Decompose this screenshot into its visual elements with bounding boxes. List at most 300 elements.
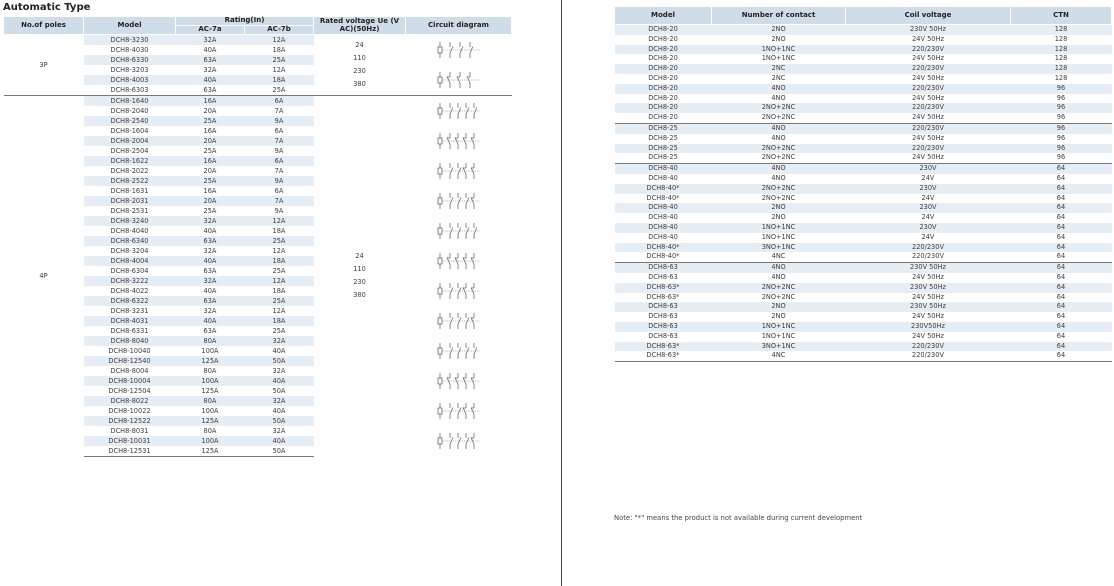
model-cell: DCH8-12531	[84, 446, 176, 457]
model-cell: DCH8-12540	[84, 356, 176, 366]
coil-voltage-cell: 220/230V	[846, 84, 1011, 94]
ctn-cell: 96	[1056, 133, 1066, 142]
header-model: Model	[84, 17, 176, 35]
coil-voltage-cell: 230V	[846, 164, 1011, 174]
table-row	[615, 223, 1112, 233]
model-cell: DCH8-20	[615, 25, 712, 35]
circuit-diagram-icon	[406, 430, 512, 452]
ac7b-cell: 9A	[274, 207, 284, 215]
coil-voltage-cell: 220/230V	[846, 342, 1011, 352]
model-cell: DCH8-20	[615, 45, 712, 55]
contacts-cell: 2NO+2NC	[761, 193, 796, 202]
table-row	[615, 332, 1112, 342]
ctn-cell: 128	[1011, 64, 1112, 74]
model-cell: DCH8-12504	[108, 387, 151, 395]
contacts-cell: 4NO	[712, 164, 846, 174]
contacts-cell: 3NO+1NC	[712, 243, 846, 253]
coil-voltage-cell: 230V 50Hz	[846, 25, 1011, 35]
coil-voltage-cell: 230V	[846, 184, 1011, 194]
table-row	[615, 233, 1112, 243]
model-cell: DCH8-2522	[84, 176, 176, 186]
contacts-cell: 2NC	[712, 64, 846, 74]
table-row	[615, 144, 1112, 154]
poles-cell: 4P	[4, 96, 84, 457]
ac7a-cell: 16A	[203, 187, 217, 195]
ctn-cell: 96	[1011, 144, 1112, 154]
circuit-diagram-cell	[406, 216, 512, 246]
header-coil-voltage: Coil voltage	[846, 7, 1011, 25]
model-cell: DCH8-20	[615, 103, 712, 113]
contacts-cell: 2NO	[771, 312, 786, 321]
circuit-diagram-cell	[406, 306, 512, 336]
model-cell: DCH8-3203	[110, 66, 149, 74]
model-cell: DCH8-63*	[615, 351, 712, 361]
ac7b-cell: 12A	[245, 216, 314, 226]
model-cell: DCH8-8031	[110, 427, 149, 435]
table-row	[615, 243, 1112, 253]
ac7b-cell: 50A	[245, 446, 314, 457]
contacts-cell: 1NO+1NC	[712, 322, 846, 332]
model-cell: DCH8-6303	[110, 86, 149, 94]
model-cell: DCH8-40*	[646, 252, 680, 261]
header-ac7b: AC-7b	[245, 26, 314, 35]
ac7a-cell: 32A	[176, 216, 245, 226]
coil-voltage-cell: 24V 50Hz	[912, 93, 944, 102]
ac7a-cell: 63A	[176, 296, 245, 306]
ac7b-cell: 12A	[272, 247, 286, 255]
table-row	[615, 273, 1112, 283]
coil-voltage-cell: 220/230V	[846, 243, 1011, 253]
table-row	[4, 35, 512, 46]
circuit-diagram-icon	[406, 160, 512, 182]
ac7a-cell: 32A	[176, 276, 245, 286]
ac7a-cell: 32A	[176, 35, 245, 46]
ctn-cell: 96	[1056, 153, 1066, 162]
ctn-cell: 64	[1011, 302, 1112, 312]
ac7a-cell: 100A	[201, 347, 219, 355]
model-cell: DCH8-25	[615, 123, 712, 133]
model-cell: DCH8-40	[615, 164, 712, 174]
model-cell: DCH8-25	[648, 153, 678, 162]
ac7a-cell: 63A	[203, 86, 217, 94]
ac7b-cell: 25A	[272, 86, 286, 94]
ctn-cell: 96	[1011, 123, 1112, 133]
ac7a-cell: 63A	[203, 267, 217, 275]
ctn-cell: 64	[1056, 193, 1066, 202]
circuit-diagram-cell	[406, 336, 512, 366]
ctn-cell: 64	[1056, 213, 1066, 222]
coil-voltage-cell: 24V 50Hz	[912, 312, 944, 321]
contacts-cell: 4NC	[712, 351, 846, 361]
ac7a-cell: 32A	[203, 307, 217, 315]
ctn-cell: 96	[1011, 84, 1112, 94]
model-cell: DCH8-4003	[84, 75, 176, 85]
model-cell: DCH8-6340	[84, 236, 176, 246]
model-cell: DCH8-3204	[110, 247, 149, 255]
coil-voltage-cell: 24V 50Hz	[912, 272, 944, 281]
model-cell: DCH8-63	[648, 331, 678, 340]
ac7a-cell: 80A	[176, 336, 245, 346]
coil-voltage-cell: 220/230V	[846, 103, 1011, 113]
ac7a-cell: 25A	[176, 176, 245, 186]
table-row	[615, 283, 1112, 293]
circuit-diagram-cell	[406, 186, 512, 216]
model-cell: DCH8-12522	[84, 416, 176, 426]
circuit-diagram-cell	[406, 246, 512, 276]
model-cell: DCH8-40*	[615, 243, 712, 253]
contacts-cell: 2NO	[771, 213, 786, 222]
ac7b-cell: 18A	[272, 287, 286, 295]
model-cell: DCH8-63	[615, 302, 712, 312]
contacts-cell: 2NO+2NC	[761, 153, 796, 162]
circuit-diagram-icon	[406, 130, 512, 152]
coil-voltage-cell: 230V	[846, 223, 1011, 233]
ctn-cell: 128	[1011, 25, 1112, 35]
table-row	[615, 312, 1112, 322]
model-cell: DCH8-3222	[84, 276, 176, 286]
contacts-cell: 4NO	[771, 173, 786, 182]
coil-voltage-cell: 220/230V	[912, 252, 944, 261]
circuit-diagram-cell	[406, 396, 512, 426]
coil-voltage-cell: 220/230V	[846, 144, 1011, 154]
ac7b-cell: 25A	[245, 55, 314, 65]
contacts-cell: 4NO	[712, 84, 846, 94]
contacts-cell: 4NO	[771, 133, 786, 142]
ctn-cell: 64	[1056, 232, 1066, 241]
ac7a-cell: 20A	[176, 136, 245, 146]
model-cell: DCH8-1640	[84, 96, 176, 107]
circuit-diagram-cell	[406, 276, 512, 306]
ac7b-cell: 25A	[245, 236, 314, 246]
model-cell: DCH8-20	[648, 34, 678, 43]
ac7a-cell: 40A	[203, 287, 217, 295]
ac7b-cell: 40A	[272, 407, 286, 415]
model-cell: DCH8-20	[648, 93, 678, 102]
table-row	[615, 302, 1112, 312]
table-row	[615, 35, 1112, 45]
ctn-cell: 64	[1056, 331, 1066, 340]
circuit-diagram-icon	[406, 370, 512, 392]
ac7a-cell: 100A	[176, 376, 245, 386]
model-cell: DCH8-40*	[615, 184, 712, 194]
ac7b-cell: 25A	[272, 267, 286, 275]
model-cell: DCH8-63*	[615, 283, 712, 293]
contacts-cell: 3NO+1NC	[712, 342, 846, 352]
model-cell: DCH8-3240	[84, 216, 176, 226]
model-cell: DCH8-1622	[84, 156, 176, 166]
ctn-cell: 96	[1056, 93, 1066, 102]
ac7b-cell: 25A	[245, 296, 314, 306]
model-cell: DCH8-40	[648, 232, 678, 241]
ac7b-cell: 12A	[245, 35, 314, 46]
ctn-cell: 64	[1011, 203, 1112, 213]
model-cell: DCH8-40	[648, 213, 678, 222]
table-row	[615, 94, 1112, 104]
rated-voltage-cell: 24 110 230 380	[314, 96, 406, 457]
contacts-cell: 2NO+2NC	[712, 144, 846, 154]
ac7b-cell: 6A	[274, 127, 284, 135]
coil-voltage-cell: 230V 50Hz	[846, 302, 1011, 312]
ac7a-cell: 16A	[176, 156, 245, 166]
table-row	[615, 64, 1112, 74]
table-row	[615, 252, 1112, 262]
ac7a-cell: 40A	[176, 256, 245, 266]
model-cell: DCH8-63	[615, 322, 712, 332]
ac7a-cell: 25A	[176, 116, 245, 126]
ac7a-cell: 125A	[201, 387, 219, 395]
model-cell: DCH8-20	[648, 54, 678, 63]
model-cell: DCH8-3230	[84, 35, 176, 46]
model-cell: DCH8-10031	[84, 436, 176, 446]
model-cell: DCH8-6322	[84, 296, 176, 306]
poles-cell: 3P	[4, 35, 84, 96]
ac7a-cell: 40A	[176, 75, 245, 85]
ac7b-cell: 18A	[245, 316, 314, 326]
ac7b-cell: 25A	[272, 327, 286, 335]
header-rated-voltage: Rated voltage Ue (V AC)(50Hz)	[314, 17, 406, 35]
model-cell: DCH8-25	[648, 133, 678, 142]
ac7b-cell: 6A	[245, 156, 314, 166]
model-cell: DCH8-2031	[84, 196, 176, 206]
ac7b-cell: 9A	[245, 176, 314, 186]
ac7b-cell: 18A	[272, 46, 286, 54]
coil-voltage-cell: 24V	[921, 173, 935, 182]
automatic-type-table	[3, 16, 512, 457]
ac7a-cell: 20A	[176, 196, 245, 206]
rated-voltage-cell: 24 110 230 380	[314, 35, 406, 96]
ctn-cell: 64	[1011, 164, 1112, 174]
ctn-cell: 64	[1056, 312, 1066, 321]
ac7b-cell: 7A	[274, 107, 284, 115]
circuit-diagram-icon	[406, 310, 512, 332]
table-row	[615, 184, 1112, 194]
ac7b-cell: 9A	[274, 147, 284, 155]
ac7b-cell: 40A	[245, 436, 314, 446]
ctn-cell: 64	[1056, 173, 1066, 182]
circuit-diagram-icon	[406, 340, 512, 362]
ac7a-cell: 125A	[176, 416, 245, 426]
ac7a-cell: 40A	[203, 46, 217, 54]
model-cell: DCH8-2022	[110, 167, 149, 175]
model-cell: DCH8-40*	[646, 193, 680, 202]
ac7a-cell: 100A	[201, 407, 219, 415]
model-cell: DCH8-10040	[108, 347, 151, 355]
header-circuit-diagram: Circuit diagram	[406, 17, 512, 35]
ac7a-cell: 32A	[203, 66, 217, 74]
ac7b-cell: 12A	[272, 307, 286, 315]
contacts-cell: 4NO	[771, 272, 786, 281]
ac7b-cell: 6A	[274, 187, 284, 195]
ac7a-cell: 40A	[176, 316, 245, 326]
ctn-cell: 64	[1011, 351, 1112, 361]
header-number-of-contact: Number of contact	[712, 7, 846, 25]
ctn-cell: 64	[1011, 263, 1112, 273]
circuit-diagram-icon	[406, 190, 512, 212]
contacts-cell: 4NC	[771, 252, 786, 261]
page-divider	[561, 0, 562, 586]
ac7b-cell: 18A	[272, 227, 286, 235]
contacts-cell: 1NO+1NC	[712, 223, 846, 233]
ac7a-cell: 63A	[176, 236, 245, 246]
model-cell: DCH8-8040	[84, 336, 176, 346]
model-cell: DCH8-63*	[615, 342, 712, 352]
table-row	[615, 134, 1112, 144]
table-row	[615, 213, 1112, 223]
table-row	[615, 123, 1112, 133]
model-cell: DCH8-8004	[110, 367, 149, 375]
ctn-cell: 64	[1011, 322, 1112, 332]
contactor-body	[615, 25, 1112, 362]
contacts-cell: 4NO	[771, 93, 786, 102]
coil-voltage-cell: 220/230V	[846, 64, 1011, 74]
ac7b-cell: 32A	[272, 427, 286, 435]
model-cell: DCH8-25	[615, 144, 712, 154]
automatic-type-body	[4, 35, 512, 457]
model-cell: DCH8-1604	[110, 127, 149, 135]
header-model: Model	[615, 7, 712, 25]
ac7a-cell: 20A	[203, 167, 217, 175]
ctn-cell: 64	[1056, 272, 1066, 281]
circuit-diagram-cell	[406, 65, 512, 96]
table-row	[615, 351, 1112, 361]
table-row	[615, 153, 1112, 163]
model-cell: DCH8-2040	[110, 107, 149, 115]
model-cell: DCH8-20	[648, 73, 678, 82]
ac7a-cell: 25A	[203, 207, 217, 215]
model-cell: DCH8-40	[648, 173, 678, 182]
model-cell: DCH8-6330	[84, 55, 176, 65]
model-cell: DCH8-4030	[110, 46, 149, 54]
table-row	[4, 96, 512, 107]
ac7b-cell: 40A	[245, 376, 314, 386]
table-row	[615, 203, 1112, 213]
circuit-diagram-icon	[406, 400, 512, 422]
model-cell: DCH8-2540	[84, 116, 176, 126]
ac7a-cell: 20A	[203, 107, 217, 115]
model-cell: DCH8-4040	[110, 227, 149, 235]
ac7b-cell: 32A	[272, 367, 286, 375]
coil-voltage-cell: 230V	[846, 203, 1011, 213]
coil-voltage-cell: 24V 50Hz	[912, 331, 944, 340]
ac7b-cell: 7A	[245, 136, 314, 146]
ac7b-cell: 18A	[245, 75, 314, 85]
coil-voltage-cell: 24V	[921, 213, 935, 222]
ctn-cell: 64	[1011, 243, 1112, 253]
table-row	[615, 322, 1112, 332]
circuit-diagram-cell	[406, 426, 512, 457]
ctn-cell: 64	[1056, 292, 1066, 301]
ac7b-cell: 9A	[245, 116, 314, 126]
coil-voltage-cell: 230V 50Hz	[846, 283, 1011, 293]
table-row	[615, 293, 1112, 303]
coil-voltage-cell: 230V50Hz	[846, 322, 1011, 332]
ctn-cell: 128	[1054, 73, 1068, 82]
table-row	[615, 263, 1112, 273]
ac7a-cell: 80A	[203, 427, 217, 435]
model-cell: DCH8-2004	[84, 136, 176, 146]
ac7a-cell: 125A	[176, 446, 245, 457]
model-cell: DCH8-4031	[84, 316, 176, 326]
ac7b-cell: 32A	[245, 396, 314, 406]
table-row	[615, 194, 1112, 204]
ctn-cell: 96	[1056, 113, 1066, 122]
coil-voltage-cell: 24V 50Hz	[912, 153, 944, 162]
model-cell: DCH8-8022	[84, 396, 176, 406]
circuit-diagram-cell	[406, 35, 512, 66]
model-cell: DCH8-6304	[110, 267, 149, 275]
ac7b-cell: 7A	[274, 167, 284, 175]
ctn-cell: 64	[1056, 252, 1066, 261]
table-row	[615, 164, 1112, 174]
model-cell: DCH8-2531	[110, 207, 149, 215]
circuit-diagram-icon	[406, 220, 512, 242]
contacts-cell: 2NO	[712, 203, 846, 213]
header-ac7a: AC-7a	[176, 26, 245, 35]
footnote: Note: "*" means the product is not available during current development	[614, 514, 863, 522]
coil-voltage-cell: 24V 50Hz	[912, 54, 944, 63]
header-poles: No.of poles	[4, 17, 84, 35]
model-cell: DCH8-20	[615, 64, 712, 74]
ac7a-cell: 80A	[203, 367, 217, 375]
contacts-cell: 2NC	[771, 73, 786, 82]
contacts-cell: 2NO+2NC	[712, 184, 846, 194]
model-cell: DCH8-6331	[110, 327, 149, 335]
ac7b-cell: 6A	[245, 96, 314, 107]
ctn-cell: 64	[1011, 223, 1112, 233]
contacts-cell: 1NO+1NC	[712, 45, 846, 55]
model-cell: DCH8-63	[615, 263, 712, 273]
table-row	[615, 74, 1112, 84]
circuit-diagram-icon	[406, 250, 512, 272]
ac7b-cell: 50A	[245, 416, 314, 426]
contacts-cell: 2NO+2NC	[712, 283, 846, 293]
circuit-diagram-icon	[406, 69, 512, 91]
contacts-cell: 1NO+1NC	[761, 54, 796, 63]
table-row	[615, 103, 1112, 113]
model-cell: DCH8-63*	[646, 292, 680, 301]
ac7b-cell: 18A	[245, 256, 314, 266]
ac7b-cell: 7A	[245, 196, 314, 206]
contacts-cell: 2NO	[712, 302, 846, 312]
circuit-diagram-icon	[406, 100, 512, 122]
coil-voltage-cell: 230V 50Hz	[846, 263, 1011, 273]
ctn-cell: 64	[1011, 342, 1112, 352]
coil-voltage-cell: 24V	[921, 193, 935, 202]
coil-voltage-cell: 24V	[921, 232, 935, 241]
circuit-diagram-cell	[406, 96, 512, 127]
model-cell: DCH8-10022	[108, 407, 151, 415]
circuit-diagram-icon	[406, 280, 512, 302]
ctn-cell: 64	[1011, 184, 1112, 194]
table-row	[615, 174, 1112, 184]
table-row	[615, 113, 1112, 123]
ac7b-cell: 50A	[272, 387, 286, 395]
model-cell: DCH8-40	[615, 203, 712, 213]
contacts-cell: 1NO+1NC	[761, 232, 796, 241]
ac7a-cell: 16A	[203, 127, 217, 135]
contacts-cell: 2NO+2NC	[712, 103, 846, 113]
ac7a-cell: 100A	[176, 436, 245, 446]
table-row	[615, 84, 1112, 94]
model-cell: DCH8-63	[648, 312, 678, 321]
coil-voltage-cell: 24V 50Hz	[912, 34, 944, 43]
coil-voltage-cell: 24V 50Hz	[912, 133, 944, 142]
coil-voltage-cell: 24V 50Hz	[912, 292, 944, 301]
model-cell: DCH8-1631	[110, 187, 149, 195]
model-cell: DCH8-2504	[110, 147, 149, 155]
circuit-diagram-cell	[406, 126, 512, 156]
header-rating: Rating(In)	[176, 17, 314, 26]
